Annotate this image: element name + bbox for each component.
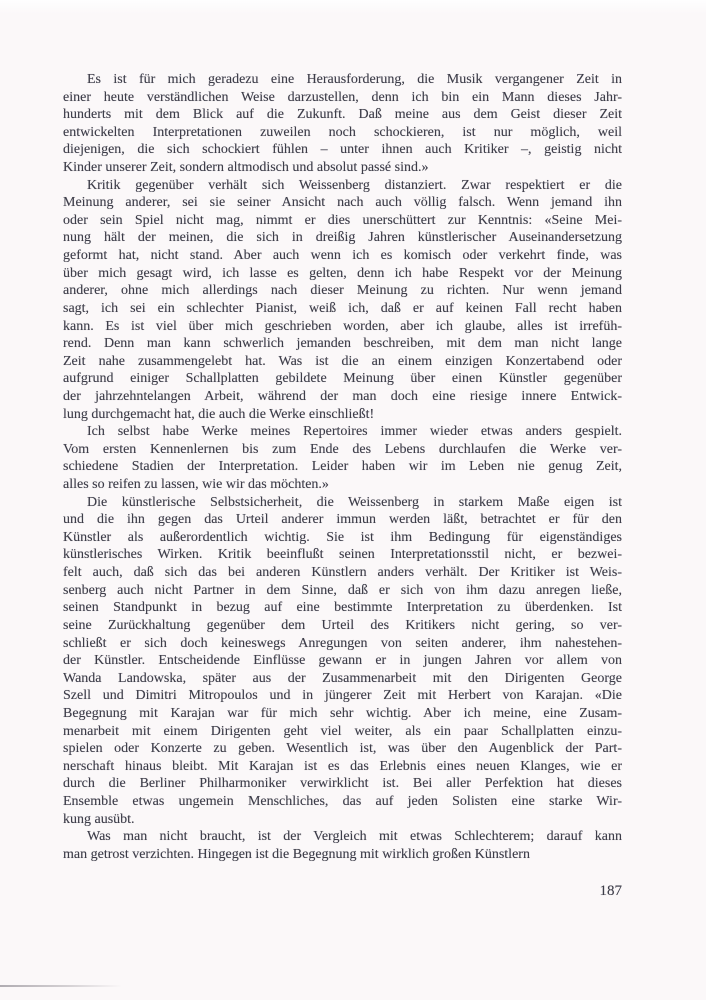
text-line: rend. Denn man kann schwerlich jemanden beschreiben, mit dem man nicht lange [63, 336, 622, 352]
scan-artifact [0, 985, 122, 987]
text-line: felt auch, daß sich das bei anderen Künstlern anders verhält. Der Kritiker ist Weis- [63, 565, 622, 581]
paragraph [63, 423, 622, 493]
paragraph [63, 828, 622, 863]
text-line: geformt hat, nicht stand. Aber auch wenn ich es komisch oder verkehrt finde, was [63, 248, 622, 264]
body-text [63, 71, 622, 863]
text-line: durch die Berliner Philharmoniker verwirklicht ist. Bei aller Perfektion hat dieses [63, 776, 622, 792]
text-line: schiedene Stadien der Interpretation. Leider haben wir im Leben nie genug Zeit, [63, 459, 622, 475]
text-line: nerschaft hinaus bleibt. Mit Karajan ist es das Erlebnis eines neuen Klanges, wie er [63, 758, 622, 774]
text-line: anderer, ohne mich allerdings nach dieser Meinung zu richten. Nur wenn jemand [63, 283, 622, 299]
text-line: Begegnung mit Karajan war für mich sehr wichtig. Aber ich meine, eine Zusam- [63, 705, 622, 721]
text-line: Es ist für mich geradezu eine Herausforderung, die Musik vergangener Zeit in [87, 72, 622, 87]
text-line: kung ausübt. [63, 811, 135, 827]
text-line: sagt, ich sei ein schlechter Pianist, weiß ich, daß er auf keinen Fall recht haben [63, 300, 622, 316]
paragraph [63, 177, 622, 424]
text-line: senberg auch nicht Partner in dem Sinne, daß er sich von ihm dazu anregen ließe, [63, 582, 622, 598]
text-line: lung durchgemacht hat, die auch die Werke einschließt! [63, 406, 375, 422]
text-line: Was man nicht braucht, ist der Vergleich mit etwas Schlechterem; darauf kann [87, 829, 622, 845]
text-line: Künstler als außerordentlich wichtig. Sie ist ihm Bedingung für eigenständiges [63, 529, 622, 545]
text-line: Kritik gegenüber verhält sich Weissenberg distanziert. Zwar respektiert er die [87, 177, 622, 193]
text-line: Kinder unserer Zeit, sondern altmodisch und absolut passé sind.» [63, 160, 429, 176]
text-line: nung hält der meinen, die sich in dreißig Jahren künstlerischer Auseinandersetzung [63, 230, 622, 246]
text-line: kann. Es ist viel über mich geschrieben worden, aber ich glaube, alles ist irrefüh- [63, 318, 622, 334]
text-line: oder sein Spiel nicht mag, nimmt er dies unerschüttert zur Kenntnis: «Seine Mei- [63, 212, 622, 228]
text-line: spielen oder Konzerte zu geben. Wesentlich ist, was über den Augenblick der Part- [63, 741, 622, 757]
text-line: der Künstler. Entscheidende Einflüsse gewann er in jungen Jahren vor allem von [63, 653, 622, 669]
text-line: Ensemble etwas ungemein Menschliches, das auf jeden Solisten eine starke Wir- [63, 793, 622, 809]
text-line: Meinung anderer, sei sie seiner Ansicht nach auch völlig falsch. Wenn jemand ihn [63, 195, 622, 211]
text-line: Die künstlerische Selbstsicherheit, die Weissenberg in starkem Maße eigen ist [87, 494, 622, 510]
text-line: Wanda Landowska, später aus der Zusammenarbeit mit den Dirigenten George [63, 670, 622, 686]
text-line: der jahrzehntelangen Arbeit, während der man doch eine riesige innere Entwick- [63, 388, 622, 404]
text-line: einer heute verständlichen Weise darzustellen, denn ich bin ein Mann dieses Jahr- [63, 89, 622, 105]
paragraph [63, 71, 622, 177]
text-line: Zeit nahe zusammengelebt hat. Was ist die an einem einzigen Konzertabend oder [63, 353, 622, 369]
text-line: und die ihn gegen das Urteil anderer immun werden läßt, betrachtet er für den [63, 512, 622, 528]
text-line: man getrost verzichten. Hingegen ist die Begegnung mit wirklich großen Künstlern [63, 846, 530, 862]
text-line: menarbeit mit einem Dirigenten geht viel weiter, als ein paar Schallplatten einzu- [63, 723, 622, 739]
text-line: seine Zurückhaltung gegenüber dem Urteil des Kritikers nicht gering, so ver- [63, 617, 622, 633]
text-line: aufgrund einiger Schallplatten gebildete Meinung über einen Künstler gegenüber [63, 371, 622, 387]
text-line: Vom ersten Kennenlernen bis zum Ende des Lebens durchlaufen die Werke ver- [63, 441, 622, 457]
text-line: entwickelten Interpretationen zuweilen noch schockieren, ist nur möglich, weil [63, 124, 622, 140]
page-number: 187 [599, 883, 622, 899]
text-line: Ich selbst habe Werke meines Repertoires immer wieder etwas anders gespielt. [87, 424, 622, 440]
paragraph [63, 494, 622, 829]
text-line: alles so reifen zu lassen, wie wir das möchten.» [63, 477, 329, 493]
text-line: seinen Standpunkt in bezug auf eine bestimmte Interpretation zu überdenken. Ist [63, 600, 622, 616]
text-line: hunderts mit dem Blick auf die Zukunft. Daß meine aus dem Geist dieser Zeit [63, 107, 622, 123]
text-line: Szell und Dimitri Mitropoulos und in jüngerer Zeit mit Herbert von Karajan. «Die [63, 688, 622, 704]
text-line: künstlerisches Wirken. Kritik beeinflußt seinen Interpretationsstil nicht, er bezwei- [63, 547, 622, 563]
text-line: schließt er sich doch keineswegs Anregungen von seiten anderer, ihm nahestehen- [63, 635, 622, 651]
text-line: über mich gesagt wird, ich lasse es gelten, denn ich habe Respekt vor der Meinung [63, 265, 622, 281]
text-line: diejenigen, die sich schockiert fühlen – unter ihnen auch Kritiker –, geistig nicht [63, 142, 622, 158]
